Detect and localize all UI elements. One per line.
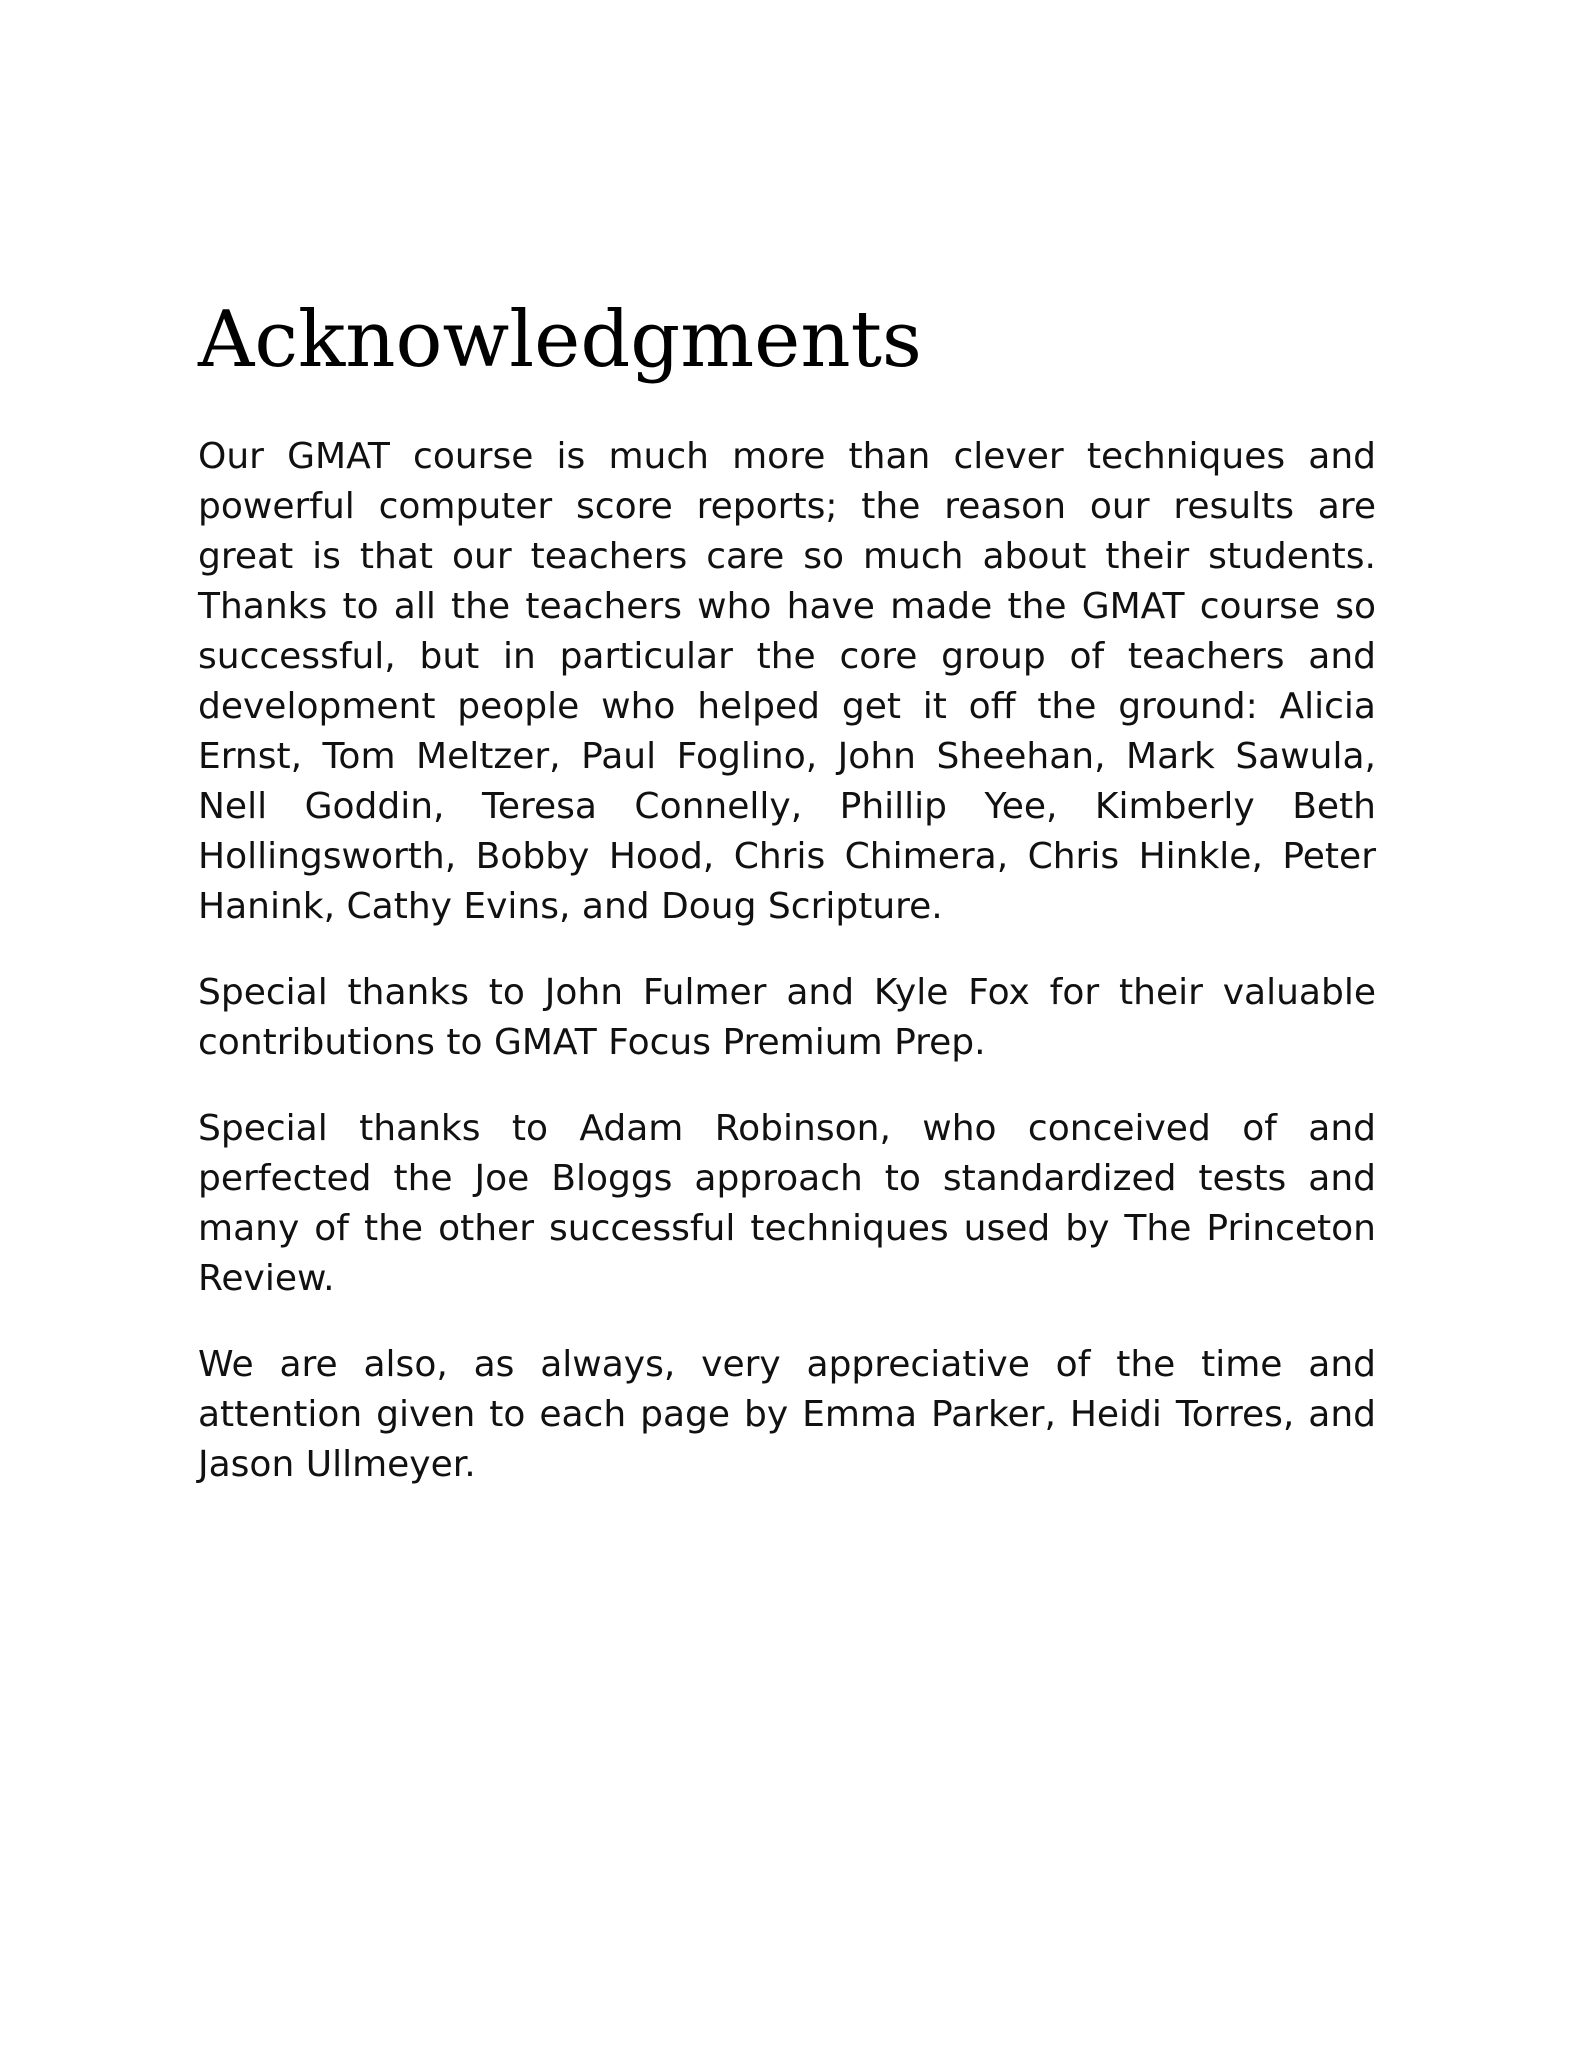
page-title: Acknowledgments <box>198 295 922 385</box>
page-content <box>198 295 1376 1526</box>
paragraph-editors-thanks: We are also, as always, very appreciative of the time and attention given to each page by Emma Parker, Heidi Torres, and Jason Ullmeyer. <box>198 1343 1376 1485</box>
paragraph-adam-robinson-thanks: Special thanks to Adam Robinson, who conceived of and perfected the Joe Bloggs approach to standardized tests and many of the other successful techniques used by The Princeton Review. <box>198 1107 1376 1299</box>
paragraph-premium-prep-thanks: Special thanks to John Fulmer and Kyle Fox for their valuable contributions to GMAT Focus Premium Prep. <box>198 971 1376 1063</box>
paragraph-teachers-thanks: Our GMAT course is much more than clever techniques and powerful computer score reports; the reason our results are great is that our teachers care so much about their students. Thanks to all the teachers who have made the GMAT course so successful, but in particular the core group of teachers and development people who helped get it off the ground: Alicia Ernst, Tom Meltzer, Paul Foglino, John Sheehan, Mark Sawula, Nell Goddin, Teresa Connelly, Phillip Yee, Kimberly Beth Hollingsworth, Bobby Hood, Chris Chimera, Chris Hinkle, Peter Hanink, Cathy Evins, and Doug Scripture. <box>198 435 1376 927</box>
